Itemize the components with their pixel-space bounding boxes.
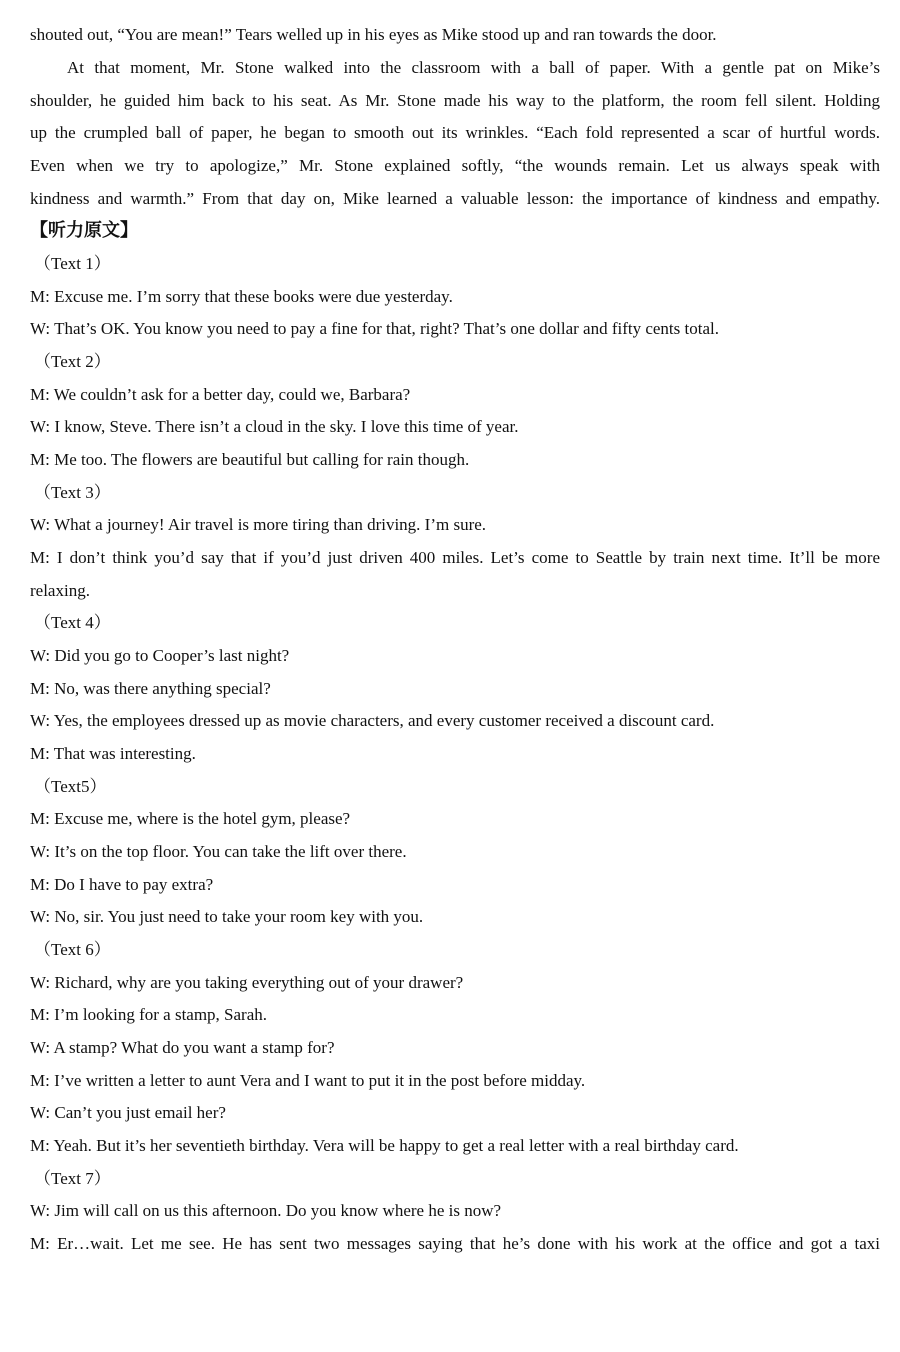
text-label: （Text 3）	[34, 483, 111, 502]
dialogue-line: M: I’m looking for a stamp, Sarah.	[30, 1005, 268, 1024]
passage-line: Even when we try to apologize,” Mr. Stone explained softly, “the wounds remain. Let us always speak with	[30, 156, 880, 175]
passage-line: shouted out, “You are mean!” Tears welled up in his eyes as Mike stood up and ran towards the door.	[30, 25, 717, 44]
passage-line: up the crumpled ball of paper, he began to smooth out its wrinkles. “Each fold represented a scar of hurtful words.	[30, 123, 880, 142]
dialogue-line: W: Richard, why are you taking everything out of your drawer?	[30, 973, 464, 992]
text-label: （Text 2）	[34, 352, 111, 371]
dialogue-line: W: A stamp? What do you want a stamp for?	[30, 1038, 335, 1057]
dialogue-line: W: Yes, the employees dressed up as movie characters, and every customer received a discount card.	[30, 711, 715, 730]
dialogue-line: W: I know, Steve. There isn’t a cloud in the sky. I love this time of year.	[30, 417, 519, 436]
dialogue-line: M: Er…wait. Let me see. He has sent two messages saying that he’s done with his work at the office and got a taxi	[30, 1234, 880, 1253]
dialogue-line: M: I’ve written a letter to aunt Vera and I want to put it in the post before midday.	[30, 1071, 586, 1090]
text-label: （Text 7）	[34, 1169, 111, 1188]
dialogue-line: W: No, sir. You just need to take your room key with you.	[30, 907, 424, 926]
dialogue-line: W: What a journey! Air travel is more tiring than driving. I’m sure.	[30, 515, 487, 534]
passage-line: At that moment, Mr. Stone walked into the classroom with a ball of paper. With a gentle pat on Mike’s	[67, 58, 880, 77]
dialogue-line: M: That was interesting.	[30, 744, 196, 763]
dialogue-line: M: Excuse me, where is the hotel gym, please?	[30, 809, 351, 828]
dialogue-line: M: Yeah. But it’s her seventieth birthday. Vera will be happy to get a real letter with a real birthday card.	[30, 1136, 739, 1155]
passage-line: shoulder, he guided him back to his seat. As Mr. Stone made his way to the platform, the room fell silent. Holding	[30, 91, 880, 110]
transcript-heading: 【听力原文】	[30, 220, 138, 241]
dialogue-line: W: Can’t you just email her?	[30, 1103, 226, 1122]
dialogue-line: W: Did you go to Cooper’s last night?	[30, 646, 290, 665]
text-label: （Text 4）	[34, 613, 111, 632]
passage-line: kindness and warmth.” From that day on, Mike learned a valuable lesson: the importance of kindness and empathy.	[30, 189, 880, 208]
text-label: （Text 1）	[34, 254, 111, 273]
dialogue-line: M: Do I have to pay extra?	[30, 875, 214, 894]
text-label: （Text5）	[34, 777, 107, 796]
dialogue-line: M: We couldn’t ask for a better day, could we, Barbara?	[30, 385, 411, 404]
dialogue-line: relaxing.	[30, 581, 90, 600]
dialogue-line: M: No, was there anything special?	[30, 679, 271, 698]
dialogue-line: W: Jim will call on us this afternoon. Do you know where he is now?	[30, 1201, 502, 1220]
dialogue-line: W: That’s OK. You know you need to pay a fine for that, right? That’s one dollar and fifty cents total.	[30, 319, 719, 338]
dialogue-line: M: Me too. The flowers are beautiful but calling for rain though.	[30, 450, 470, 469]
dialogue-line: M: Excuse me. I’m sorry that these books were due yesterday.	[30, 287, 453, 306]
dialogue-line: M: I don’t think you’d say that if you’d just driven 400 miles. Let’s come to Seattle by train next time. It’ll be more	[30, 548, 880, 567]
text-label: （Text 6）	[34, 940, 111, 959]
dialogue-line: W: It’s on the top floor. You can take the lift over there.	[30, 842, 407, 861]
